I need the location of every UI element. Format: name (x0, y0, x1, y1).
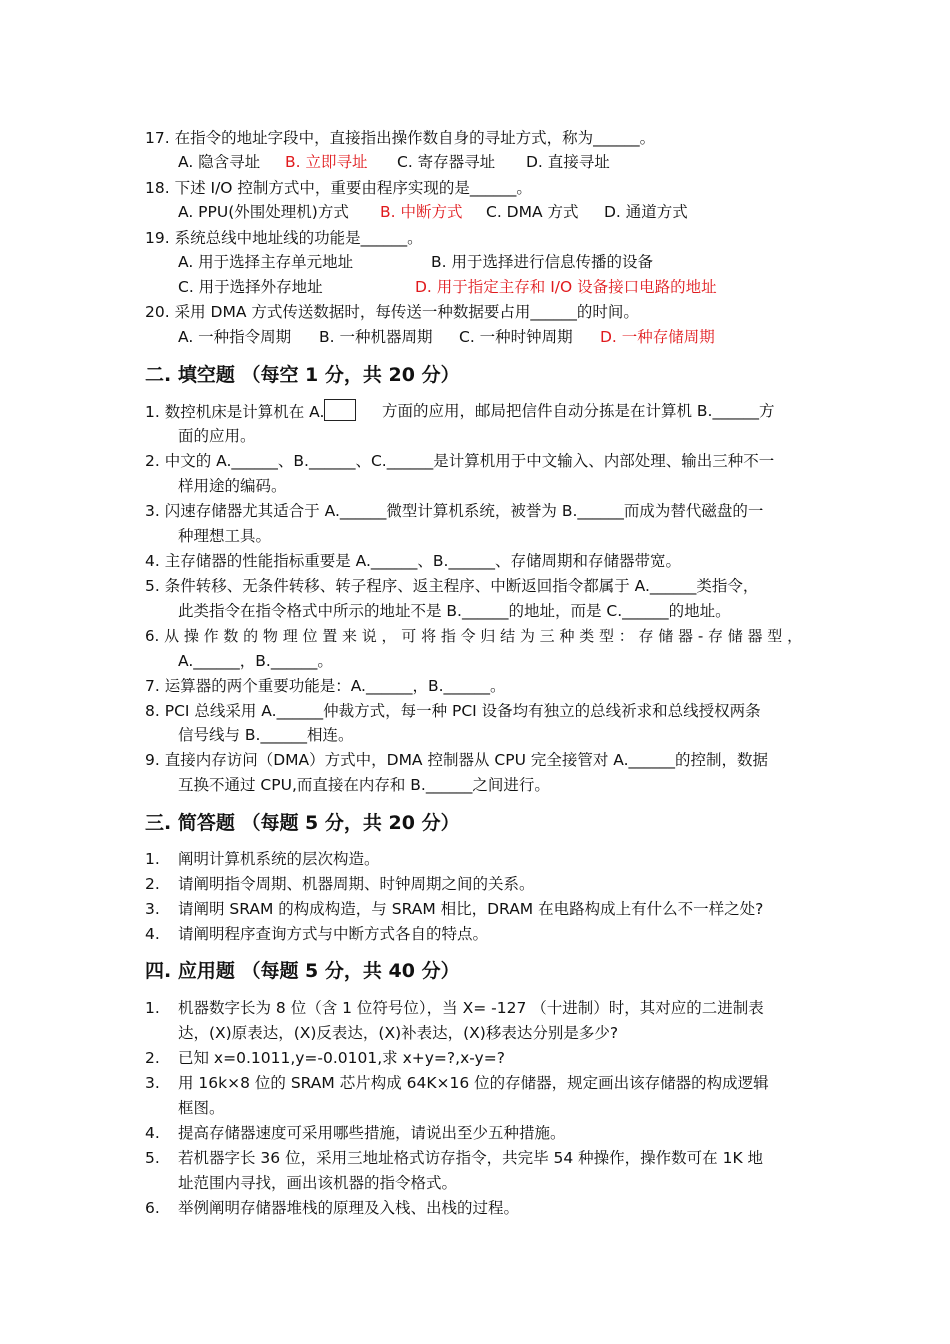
fill-line: 9. 直接内存访问（DMA）方式中，DMA 控制器从 CPU 完全接管对 A.______的控制，数据 (145, 751, 769, 769)
short-question: 请阐明指令周期、机器周期、时钟周期之间的关系。 (178, 875, 535, 893)
app-question-line: 达，(X)原表达，(X)反表达，(X)补表达，(X)移表达分别是多少? (178, 1024, 619, 1042)
fill-line: 互换不通过 CPU,而直接在内存和 B.______之间进行。 (178, 776, 550, 794)
q18-option-a: A. PPU(外围处理机)方式 (178, 203, 349, 221)
question-17: 17. 在指令的地址字段中，直接指出操作数自身的寻址方式，称为______。 (145, 129, 656, 147)
fill-line: 样用途的编码。 (178, 477, 287, 495)
answer-box (324, 399, 356, 421)
fill-line: 5. 条件转移、无条件转移、转子程序、返主程序、中断返回指令都属于 A.______类指令， (145, 577, 759, 595)
item-number: 5. (145, 1149, 160, 1167)
app-question-line: 框图。 (178, 1099, 225, 1117)
short-question: 阐明计算机系统的层次构造。 (178, 850, 380, 868)
q18-option-c: C. DMA 方式 (486, 203, 579, 221)
fill-line: 4. 主存储器的性能指标重要是 A.______、B.______、存储周期和存储器带宽。 (145, 552, 681, 570)
fill-line (145, 399, 356, 424)
item-number: 4. (145, 925, 160, 943)
short-question: 请阐明程序查询方式与中断方式各自的特点。 (178, 925, 489, 943)
app-question-line: 举例阐明存储器堆栈的原理及入栈、出栈的过程。 (178, 1199, 520, 1217)
app-question-line: 提高存储器速度可采用哪些措施，请说出至少五种措施。 (178, 1124, 566, 1142)
q19-option-b: B. 用于选择进行信息传播的设备 (431, 253, 653, 271)
section-fill-title: 二. 填空题 （每空 1 分，共 20 分） (145, 364, 460, 386)
fill-line: 2. 中文的 A.______、B.______、C.______是计算机用于中文输入、内部处理、输出三种不一 (145, 452, 775, 470)
fill-line: 种理想工具。 (178, 527, 272, 545)
q19-option-d-answer: D. 用于指定主存和 I/O 设备接口电路的地址 (415, 278, 717, 296)
question-19: 19. 系统总线中地址线的功能是______。 (145, 229, 423, 247)
q19-option-c: C. 用于选择外存地址 (178, 278, 323, 296)
fill-line: 此类指令在指令格式中所示的地址不是 B.______的地址，而是 C.______的地址。 (178, 602, 731, 620)
fill-line: 8. PCI 总线采用 A.______仲裁方式，每一种 PCI 设备均有独立的总线祈求和总线授权两条 (145, 702, 761, 720)
fill-line: 信号线与 B.______相连。 (178, 726, 354, 744)
fill-line: 6. 从 操 作 数 的 物 理 位 置 来 说 ， 可 将 指 令 归 结 为 三 种 类 型 ： 存 储 器 - 存 储 器 型 ， (145, 627, 803, 645)
q17-option-c: C. 寄存器寻址 (397, 153, 496, 171)
fill-line: 3. 闪速存储器尤其适合于 A.______微型计算机系统，被誉为 B.______而成为替代磁盘的一 (145, 502, 764, 520)
section-app-title: 四. 应用题 （每题 5 分，共 40 分） (145, 960, 460, 982)
fill-line: 7. 运算器的两个重要功能是：A.______，B.______。 (145, 677, 506, 695)
app-question-line: 用 16k×8 位的 SRAM 芯片构成 64K×16 位的存储器，规定画出该存储器的构成逻辑 (178, 1074, 769, 1092)
q17-option-b-answer: B. 立即寻址 (285, 153, 368, 171)
item-number: 3. (145, 900, 160, 918)
fill-line-text: 1. 数控机床是计算机在 A. (145, 403, 325, 421)
q17-option-a: A. 隐含寻址 (178, 153, 261, 171)
fill-line: A.______，B.______。 (178, 652, 333, 670)
item-number: 1. (145, 999, 160, 1017)
item-number: 4. (145, 1124, 160, 1142)
item-number: 6. (145, 1199, 160, 1217)
item-number: 1. (145, 850, 160, 868)
item-number: 2. (145, 875, 160, 893)
question-18: 18. 下述 I/O 控制方式中，重要由程序实现的是______。 (145, 179, 532, 197)
app-question-line: 若机器字长 36 位，采用三地址格式访存指令，共完毕 54 种操作，操作数可在 1K 地 (178, 1149, 764, 1167)
item-number: 3. (145, 1074, 160, 1092)
q18-option-b-answer: B. 中断方式 (380, 203, 463, 221)
q20-option-d-answer: D. 一种存储周期 (600, 328, 715, 346)
q18-option-d: D. 通道方式 (604, 203, 688, 221)
app-question-line: 已知 x=0.1011,y=-0.0101,求 x+y=?,x-y=? (178, 1049, 505, 1067)
q20-option-b: B. 一种机器周期 (319, 328, 433, 346)
q20-option-c: C. 一种时钟周期 (459, 328, 573, 346)
section-short-title: 三. 简答题 （每题 5 分，共 20 分） (145, 812, 460, 834)
item-number: 2. (145, 1049, 160, 1067)
fill-line: 面的应用。 (178, 427, 256, 445)
short-question: 请阐明 SRAM 的构成构造，与 SRAM 相比，DRAM 在电路构成上有什么不一样之处? (178, 900, 764, 918)
question-20: 20. 采用 DMA 方式传送数据时，每传送一种数据要占用______的时间。 (145, 303, 639, 321)
q17-option-d: D. 直接寻址 (526, 153, 610, 171)
app-question-line: 址范围内寻找，画出该机器的指令格式。 (178, 1174, 458, 1192)
q19-option-a: A. 用于选择主存单元地址 (178, 253, 354, 271)
app-question-line: 机器数字长为 8 位（含 1 位符号位），当 X= -127 （十进制）时，其对应的二进制表 (178, 999, 764, 1017)
fill-line: 方面的应用，邮局把信件自动分拣是在计算机 B.______方 (382, 402, 775, 420)
q20-option-a: A. 一种指令周期 (178, 328, 292, 346)
